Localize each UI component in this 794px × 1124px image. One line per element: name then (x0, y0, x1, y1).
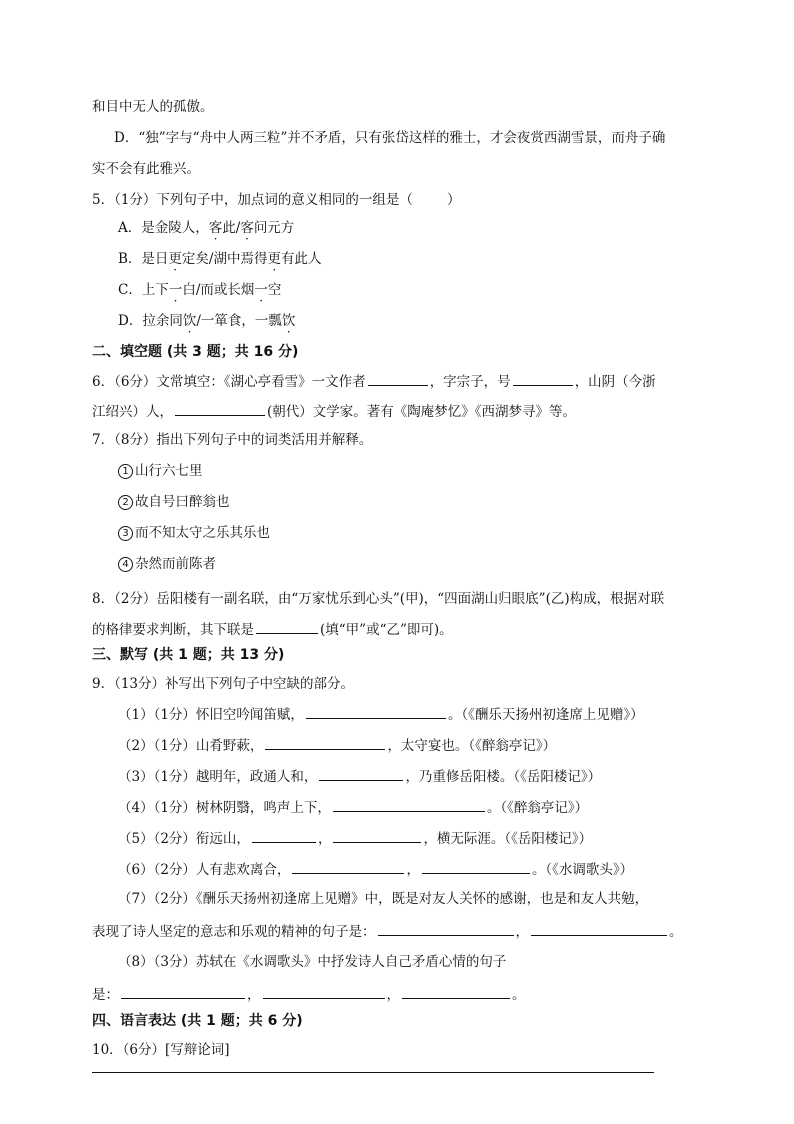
q9-sub8-line1: （8）（3分）苏轼在《水调歌头》中抒发诗人自己矛盾心情的句子 (118, 954, 507, 970)
q5-option-a: A．是金陵人，客此/客问元方 (118, 220, 295, 236)
q4-option-d-line2: 实不会有此雅兴。 (92, 161, 200, 177)
q9-sub4: （4）（1分）树林阴翳，鸣声上下， 。（《醉翁亭记》） (118, 797, 588, 817)
section-heading-language-expression: 四、语言表达 (共 1 题；共 6 分) (92, 1013, 303, 1029)
emphasis-dot-word: 客 (240, 220, 254, 236)
q7-item: 1 山行六七里 (118, 462, 203, 480)
q9-sub3: （3）（1分）越明年，政通人和， ，乃重修岳阳楼。（《岳阳楼记》） (118, 766, 601, 786)
q7-item: 3 而不知太守之乐其乐也 (118, 524, 270, 542)
q6-line1: 6．（6分）文常填空：《湖心亭看雪》一文作者 ，字宗子，号 ，山阴（今浙 (92, 371, 656, 391)
answer-blank[interactable] (333, 797, 485, 812)
answer-blank[interactable] (333, 828, 421, 843)
q4-continuation: 和目中无人的孤傲。 (92, 99, 214, 115)
answer-blank[interactable] (263, 984, 385, 999)
q7-stem: 7．（8分）指出下列句子中的词类活用并解释。 (92, 432, 373, 448)
section-heading-dictation: 三、默写 (共 1 题；共 13 分) (92, 647, 285, 663)
emphasis-dot-word: 更 (267, 251, 281, 267)
q7-item: 2 故自号曰醉翁也 (118, 493, 230, 511)
answer-blank[interactable] (422, 859, 530, 874)
q9-sub6: （6）（2分）人有悲欢离合， ， 。（《水调歌头》） (118, 859, 633, 879)
q9-sub7-line2: 表现了诗人坚定的意志和乐观的精神的句子是： ， 。 (92, 921, 683, 941)
answer-blank[interactable] (368, 371, 428, 386)
emphasis-dot-word: 一 (168, 282, 183, 298)
q7-item: 4 杂然而前陈者 (118, 555, 216, 573)
q5-option-c: C．上下一白/而或长烟一空 (118, 282, 282, 298)
q9-sub8-line2: 是： ， ， 。 (92, 984, 526, 1004)
q4-option-d-line1: D．“独”字与“舟中人两三粒”并不矛盾，只有张岱这样的雅士，才会夜赏西湖雪景，而舟子确 (114, 130, 666, 146)
answer-blank[interactable] (265, 735, 385, 750)
answer-blank[interactable] (306, 704, 446, 719)
emphasis-dot-word: 饮 (281, 313, 296, 329)
emphasis-dot-word: 一 (254, 282, 268, 298)
answer-blank[interactable] (378, 921, 514, 936)
emphasis-dot-word: 客 (208, 220, 223, 236)
q9-sub7-line1: （7）（2分）《酬乐天扬州初逢席上见赠》中，既是对友人关怀的感谢，也是和友人共勉， (118, 891, 649, 907)
q9-stem: 9．（13分）补写出下列句子中空缺的部分。 (92, 676, 355, 692)
q5-option-d: D．拉余同饮/一箪食，一瓢饮 (118, 313, 296, 329)
answer-blank[interactable] (531, 921, 667, 936)
q5-option-b: B．是日更定矣/湖中焉得更有此人 (118, 251, 322, 267)
answer-blank[interactable] (513, 371, 573, 386)
answer-blank[interactable] (319, 766, 403, 781)
q9-sub1: （1）（1分）怀旧空吟闻笛赋， 。（《酬乐天扬州初逢席上见赠》） (118, 704, 644, 724)
answer-blank[interactable] (292, 859, 404, 874)
answer-blank[interactable] (252, 828, 316, 843)
q5-stem: 5．（1分）下列句子中，加点词的意义相同的一组是（ ） (92, 192, 461, 208)
emphasis-dot-word: 更 (168, 251, 182, 267)
q10-stem: 10．（6分）[写辩论词] (92, 1042, 230, 1058)
answer-blank[interactable] (402, 984, 510, 999)
answer-blank[interactable] (175, 401, 265, 416)
answer-blank[interactable] (121, 984, 245, 999)
q9-sub5: （5）（2分）衔远山， ， ，横无际涯。（《岳阳楼记》） (118, 828, 592, 848)
emphasis-dot-word: 饮 (182, 313, 197, 329)
section-heading-fill-in: 二、填空题 (共 3 题；共 16 分) (92, 344, 299, 360)
answer-blank[interactable] (256, 619, 318, 634)
q8-line1: 8．（2分）岳阳楼有一副名联，由“万家忧乐到心头”(甲)，“四面湖山归眼底”(乙)构成，根据对联 (92, 591, 665, 607)
q6-line2: 江绍兴）人， (朝代）文学家。著有《陶庵梦忆》《西湖梦寻》等。 (92, 401, 576, 421)
q8-line2: 的格律要求判断，其下联是 (填“甲”或“乙”即可)。 (92, 619, 453, 639)
q9-sub2: （2）（1分）山肴野蔌， ，太守宴也。（《醉翁亭记》） (118, 735, 556, 755)
answer-line[interactable] (92, 1072, 654, 1073)
